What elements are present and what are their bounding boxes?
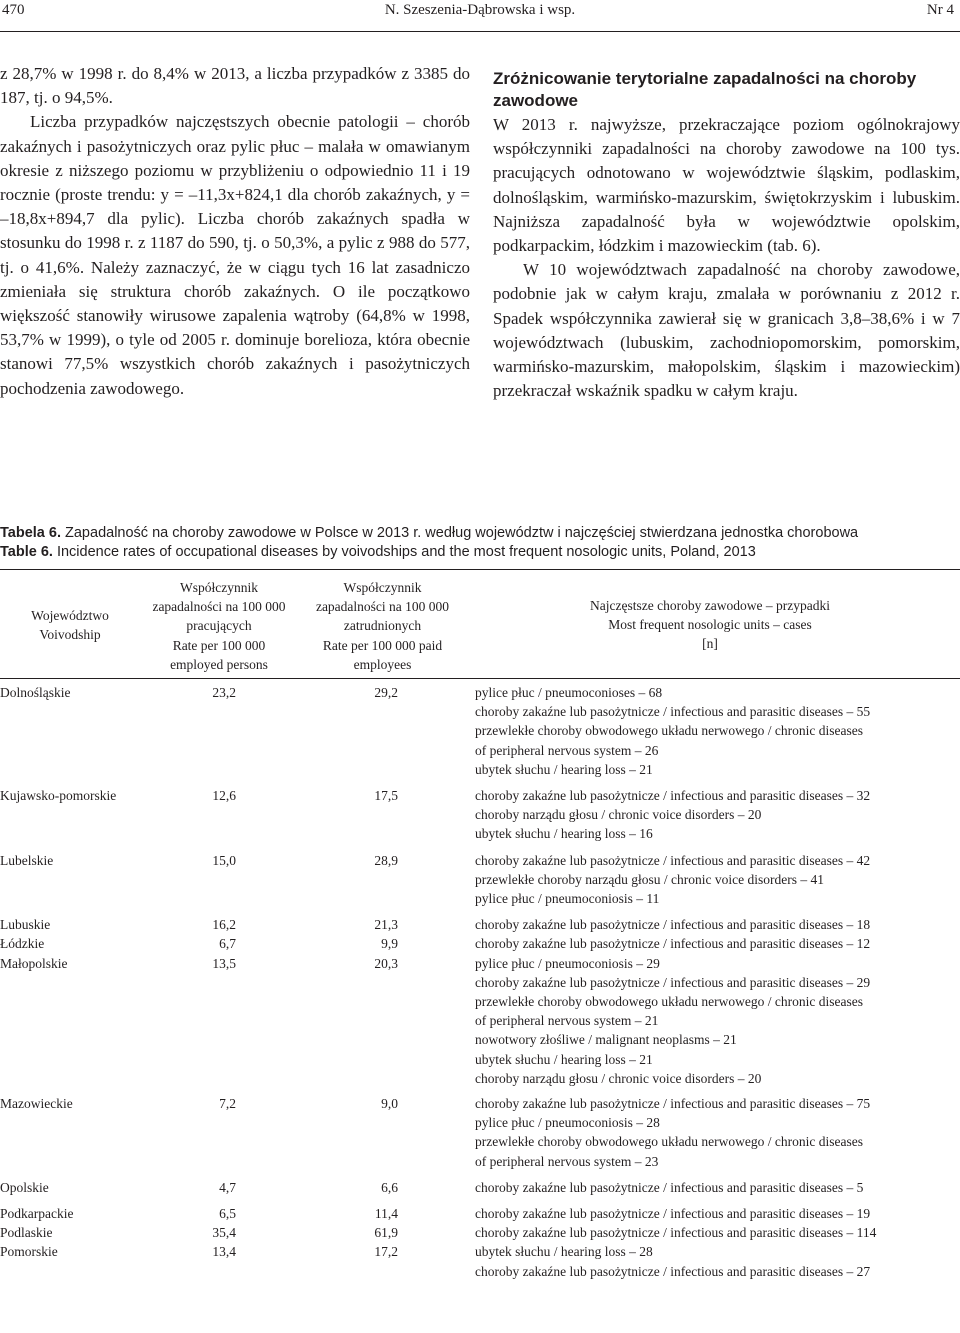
table-caption (0, 524, 960, 562)
rate-paid-employees: 9,0 (381, 1096, 398, 1112)
right-text-column (493, 68, 960, 403)
table-row (0, 1178, 960, 1197)
disease-entry: pylice płuc / pneumoconiosis – 28 (475, 1115, 660, 1131)
disease-entry: przewlekłe choroby obwodowego układu nerwowego / chronic diseases (475, 994, 864, 1010)
rate-employed: 12,6 (212, 788, 236, 804)
disease-entry: choroby zakaźne lub pasożytnicze / infectious and parasitic diseases – 75 (475, 1096, 871, 1112)
table-row (0, 1242, 960, 1280)
table-row (0, 954, 960, 1088)
disease-entry: pylice płuc / pneumoconiosis – 29 (475, 955, 660, 971)
voivodship-name: Kujawsko-pomorskie (0, 788, 117, 804)
disease-entry: of peripheral nervous system – 23 (475, 1153, 659, 1169)
rate-employed: 23,2 (212, 685, 236, 700)
running-header (0, 0, 960, 22)
rate-employed: 16,2 (212, 917, 236, 933)
disease-list (475, 851, 960, 909)
left-text-column (0, 62, 470, 401)
paragraph: W 10 województwach zapadalność na choroby zawodowe, podobnie jak w całym kraju, zmalała w porównaniu z 2012 r. Spadek współczynnika zawierał się w granicach 3,8–38,6% i w 7 województwach (lubuskim, zachodniopomorskim, pomorskim, warmińsko-mazurskim, małopolskim, śląskim i mazowieckim) przekraczał wskaźnik spadku w całym kraju. (493, 260, 960, 401)
table-row (0, 1223, 960, 1242)
voivodship-name: Pomorskie (0, 1244, 58, 1260)
header-frequent-diseases: Najczęstsze choroby zawodowe – przypadki Most frequent nosologic units – cases [n] (590, 598, 830, 652)
table-row (0, 1094, 960, 1171)
section-heading: Zróżnicowanie terytorialne zapadalności na choroby zawodowe (493, 69, 917, 110)
disease-entry: przewlekłe choroby narządu głosu / chronic voice disorders – 41 (475, 871, 825, 887)
running-title-authors: N. Szeszenia-Dąbrowska i wsp. (384, 2, 576, 18)
table-top-rule (0, 569, 960, 570)
rate-employed: 15,0 (212, 852, 236, 868)
disease-entry: pylice płuc / pneumoconiosis – 11 (475, 891, 660, 907)
disease-entry: ubytek słuchu / hearing loss – 16 (475, 826, 653, 842)
disease-entry: przewlekłe choroby obwodowego układu nerwowego / chronic diseases (475, 1134, 864, 1150)
disease-list (475, 1204, 960, 1223)
header-rate-paid-employees: Współczynnik zapadalności na 100 000 zatrudnionych Rate per 100 000 paid employees (315, 580, 450, 672)
disease-entry: choroby zakaźne lub pasożytnicze / infectious and parasitic diseases – 32 (475, 788, 871, 804)
table-row (0, 683, 960, 779)
rate-paid-employees: 28,9 (374, 852, 398, 868)
rate-paid-employees: 11,4 (374, 1206, 398, 1222)
disease-entry: ubytek słuchu / hearing loss – 21 (475, 1051, 653, 1067)
disease-entry: nowotwory złośliwe / malignant neoplasms – 21 (475, 1032, 737, 1048)
rate-employed: 4,7 (219, 1179, 236, 1195)
voivodship-name: Lubuskie (0, 917, 51, 933)
disease-entry: of peripheral nervous system – 26 (475, 742, 659, 758)
disease-list (475, 915, 960, 934)
rate-employed: 6,5 (219, 1206, 236, 1222)
disease-list (475, 1242, 960, 1280)
caption-text-en: Incidence rates of occupational diseases by voivodships and the most frequent nosologic units, Poland, 2013 (56, 544, 756, 560)
rate-paid-employees: 21,3 (374, 917, 398, 933)
disease-entry: choroby zakaźne lub pasożytnicze / infectious and parasitic diseases – 114 (475, 1225, 877, 1241)
table-body (0, 683, 960, 1281)
voivodship-name: Opolskie (0, 1179, 49, 1195)
issue-number: Nr 4 (926, 2, 954, 18)
disease-entry: choroby zakaźne lub pasożytnicze / infectious and parasitic diseases – 12 (475, 936, 871, 952)
table-header-rule (0, 678, 960, 679)
rate-paid-employees: 17,2 (374, 1244, 398, 1260)
rate-paid-employees: 17,5 (374, 788, 398, 804)
disease-list (475, 1178, 960, 1197)
rate-employed: 13,4 (212, 1244, 236, 1260)
table-row (0, 915, 960, 934)
disease-entry: choroby narządu głosu / chronic voice disorders – 20 (475, 807, 762, 823)
rate-employed: 35,4 (212, 1225, 236, 1241)
disease-entry: of peripheral nervous system – 21 (475, 1013, 659, 1029)
rate-employed: 13,5 (212, 955, 236, 971)
table-row (0, 934, 960, 953)
rate-paid-employees: 9,9 (381, 936, 398, 952)
voivodship-name: Podkarpackie (0, 1206, 74, 1222)
disease-entry: choroby zakaźne lub pasożytnicze / infectious and parasitic diseases – 19 (475, 1206, 871, 1222)
disease-entry: pylice płuc / pneumoconioses – 68 (475, 685, 663, 700)
voivodship-name: Dolnośląskie (0, 685, 71, 700)
rate-paid-employees: 6,6 (381, 1179, 398, 1195)
table-row (0, 851, 960, 909)
disease-list (475, 683, 960, 779)
disease-entry: choroby zakaźne lub pasożytnicze / infectious and parasitic diseases – 27 (475, 1263, 871, 1279)
rate-paid-employees: 20,3 (374, 955, 398, 971)
disease-list (475, 786, 960, 844)
disease-entry: choroby zakaźne lub pasożytnicze / infectious and parasitic diseases – 55 (475, 704, 871, 720)
voivodship-name: Łódzkie (0, 936, 45, 952)
page-number: 470 (2, 2, 25, 18)
disease-entry: choroby zakaźne lub pasożytnicze / infectious and parasitic diseases – 42 (475, 852, 871, 868)
table-row (0, 1204, 960, 1223)
table-header (0, 576, 960, 676)
disease-entry: choroby narządu głosu / chronic voice disorders – 20 (475, 1070, 762, 1086)
header-voivodship: Województwo Voivodship (31, 608, 109, 643)
paragraph: Liczba przypadków najczęstszych obecnie patologii – chorób zakaźnych i pasożytniczych oraz pylic płuc – malała w omawianym okresie z niższego poziomu w przybliżeniu o odpowiednio 11 i 19 rocznie (proste trendu: y = –11,3x+824,1 dla chorób zakaźnych, y = –18,8x+894,7 dla pylic). Liczba chorób zakaźnych spadła w stosunku do 1998 r. z 1187 do 590, tj. o 50,3%, a pylic z 988 do 577, tj. o 41,6%. Należy zaznaczyć, że w ciągu tych 16 lat zasadniczo zmieniała się struktura chorób zakaźnych. O ile początkowo większość stanowiły wirusowe zapalenia wątroby (64,8% w 1998, 53,7% w 1999), o tyle od 2005 r. dominuje borelioza, która obecnie stanowi 77,5% wszystkich chorób zakaźnych i pasożytniczych pochodzenia zawodowego. (0, 112, 470, 398)
voivodship-name: Małopolskie (0, 955, 68, 971)
rate-paid-employees: 61,9 (374, 1225, 398, 1241)
header-rule (0, 31, 960, 32)
rate-paid-employees: 29,2 (374, 685, 398, 700)
disease-list (475, 1223, 960, 1242)
disease-entry: ubytek słuchu / hearing loss – 28 (475, 1244, 653, 1260)
disease-entry: ubytek słuchu / hearing loss – 21 (475, 761, 653, 777)
rate-employed: 6,7 (219, 936, 236, 952)
paragraph: W 2013 r. najwyższe, przekraczające poziom ogólnokrajowy współczynniki zapadalności na choroby zawodowe na 100 tys. pracujących odnotowano w województwie śląskim, podlaskim, dolnośląskim, warmińsko-mazurskim, świętokrzyskim i lubuskim. Najniższa zapadalność była w województwie opolskim, podkarpackim, łódzkim i mazowieckim (tab. 6). (493, 115, 960, 256)
disease-list (475, 934, 960, 953)
rate-employed: 7,2 (219, 1096, 236, 1112)
voivodship-name: Mazowieckie (0, 1096, 73, 1112)
disease-list (475, 954, 960, 1088)
voivodship-name: Podlaskie (0, 1225, 53, 1241)
paragraph: z 28,7% w 1998 r. do 8,4% w 2013, a liczba przypadków z 3385 do 187, tj. o 94,5%. (0, 64, 470, 108)
disease-list (475, 1094, 960, 1171)
disease-entry: choroby zakaźne lub pasożytnicze / infectious and parasitic diseases – 18 (475, 917, 871, 933)
header-rate-employed: Współczynnik zapadalności na 100 000 pracujących Rate per 100 000 employed persons (152, 580, 286, 672)
caption-text-pl: Zapadalność na choroby zawodowe w Polsce w 2013 r. według województw i najczęściej stwierdzana jednostka chorobowa (65, 525, 859, 541)
caption-label-en: Table 6. (0, 544, 53, 560)
caption-label-pl: Tabela 6. (0, 525, 61, 541)
disease-entry: przewlekłe choroby obwodowego układu nerwowego / chronic diseases (475, 723, 864, 739)
disease-entry: choroby zakaźne lub pasożytnicze / infectious and parasitic diseases – 29 (475, 974, 871, 990)
voivodship-name: Lubelskie (0, 852, 54, 868)
table-row (0, 786, 960, 844)
disease-entry: choroby zakaźne lub pasożytnicze / infectious and parasitic diseases – 5 (475, 1179, 864, 1195)
